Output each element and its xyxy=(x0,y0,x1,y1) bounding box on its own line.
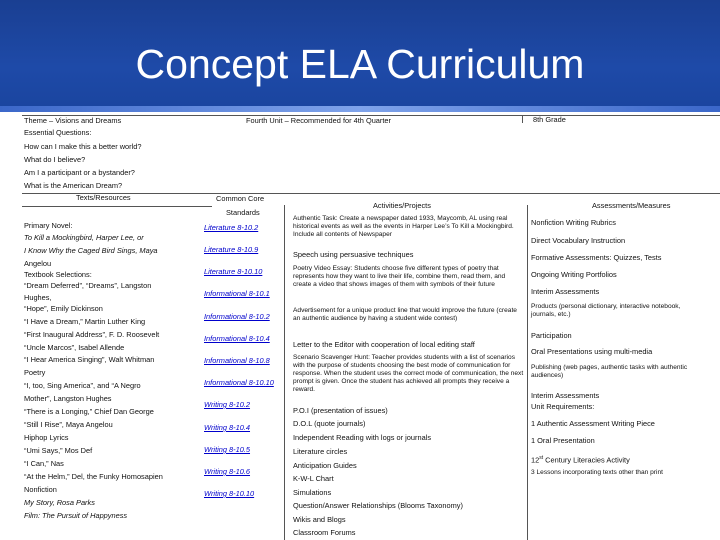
texts-item: “Hope”, Emily Dickinson xyxy=(24,304,103,313)
texts-item: “Uncle Marcos”, Isabel Allende xyxy=(24,343,125,352)
texts-item: My Story, Rosa Parks xyxy=(24,498,95,507)
slide-title: Concept ELA Curriculum xyxy=(135,41,585,87)
standard-link[interactable]: Literature 8-10.9 xyxy=(204,245,259,254)
essential-question: How can I make this a better world? xyxy=(24,142,142,151)
texts-item: “I Can,” Nas xyxy=(24,459,64,468)
slide-header xyxy=(0,0,720,112)
activity-item: D.O.L (quote journals) xyxy=(293,419,366,428)
activity-item: P.O.I (presentation of issues) xyxy=(293,406,388,415)
texts-item: Mother”, Langston Hughes xyxy=(24,394,112,403)
texts-item: Nonfiction xyxy=(24,485,57,494)
texts-item: Hughes, xyxy=(24,293,52,302)
standard-link[interactable]: Informational 8-10.8 xyxy=(204,356,270,365)
assessment-item: Products (personal dictionary, interactive notebook, journals, etc.) xyxy=(531,303,681,318)
standard-link[interactable]: Literature 8-10.10 xyxy=(204,267,263,276)
standard-link[interactable]: Informational 8-10.10 xyxy=(204,378,274,387)
assessment-item: 1 Authentic Assessment Writing Piece xyxy=(531,419,655,428)
column-divider xyxy=(284,205,285,540)
activity-item: Literature circles xyxy=(293,447,348,456)
activity-item: Wikis and Blogs xyxy=(293,515,346,524)
activity-item: K-W-L Chart xyxy=(293,474,334,483)
activity-item: Simulations xyxy=(293,488,332,497)
activity-item: Speech using persuasive techniques xyxy=(293,250,414,259)
activity-item: Classroom Forums xyxy=(293,528,356,537)
assessment-item: Oral Presentations using multi-media xyxy=(531,347,653,356)
essential-questions-heading: Essential Questions: xyxy=(24,128,92,137)
unit-label: Fourth Unit – Recommended for 4th Quarter xyxy=(246,116,392,125)
assessment-item: Ongoing Writing Portfolios xyxy=(531,270,617,279)
essential-question: What do I believe? xyxy=(24,155,86,164)
texts-column-header: Texts/Resources xyxy=(76,193,131,202)
texts-item: “I Have a Dream,” Martin Luther King xyxy=(24,317,146,326)
texts-item: “First Inaugural Address”, F. D. Roosevelt xyxy=(24,330,160,339)
activity-item: Advertisement for a unique product line that would improve the future (create an authentic audience by having a student wide contest) xyxy=(293,307,517,322)
essential-question: Am I a participant or a bystander? xyxy=(24,168,135,177)
assessment-item: 12st Century Literacies Activity xyxy=(531,455,630,465)
texts-item: Poetry xyxy=(24,368,46,377)
texts-item: “I Hear America Singing”, Walt Whitman xyxy=(24,355,155,364)
standard-link[interactable]: Writing 8-10.4 xyxy=(204,423,251,432)
standards-column-header: Standards xyxy=(226,208,260,217)
texts-item: “At the Helm,” Del, the Funky Homosapien xyxy=(24,472,163,481)
assessment-item: Unit Requirements: xyxy=(531,402,595,411)
assessment-item: Nonfiction Writing Rubrics xyxy=(531,218,616,227)
standard-link[interactable]: Writing 8-10.6 xyxy=(204,467,251,476)
assessments-column-header: Assessments/Measures xyxy=(592,201,671,210)
standard-link[interactable]: Informational 8-10.4 xyxy=(204,334,270,343)
activity-item: Question/Answer Relationships (Blooms Taxonomy) xyxy=(293,501,463,510)
assessment-item: Publishing (web pages, authentic tasks with authentic audiences) xyxy=(531,364,688,379)
standard-link[interactable]: Informational 8-10.2 xyxy=(204,312,270,321)
texts-item: Film: The Pursuit of Happyness xyxy=(24,511,128,520)
standard-link[interactable]: Writing 8-10.10 xyxy=(204,489,255,498)
activity-item: Authentic Task: Create a newspaper dated 1933, Maycomb, AL using real historical events as well as the events in Harper Lee’s To Kill a Mockingbird. Include all contents of Newspaper xyxy=(293,215,514,238)
curriculum-table xyxy=(22,112,720,540)
texts-item: “Still I Rise”, Maya Angelou xyxy=(24,420,113,429)
activities-column-header: Activities/Projects xyxy=(373,201,431,210)
texts-item: “Dream Deferred”, “Dreams”, Langston xyxy=(24,281,152,290)
standard-link[interactable]: Writing 8-10.5 xyxy=(204,445,251,454)
grade-label: 8th Grade xyxy=(533,115,566,124)
texts-item: Angelou xyxy=(24,259,52,268)
standards-column-header: Common Core xyxy=(216,194,265,203)
texts-item: Textbook Selections: xyxy=(24,270,92,279)
activity-item: Anticipation Guides xyxy=(293,461,357,470)
theme-label: Theme – Visions and Dreams xyxy=(24,116,122,125)
assessment-item: Formative Assessments: Quizzes, Tests xyxy=(531,253,662,262)
standard-link[interactable]: Informational 8-10.1 xyxy=(204,289,270,298)
texts-item: Hiphop Lyrics xyxy=(24,433,69,442)
activity-item: Poetry Video Essay: Students choose five different types of poetry that represents how they want to live their life, combine them, read them, and create a video that shows images of them with symbols of their future xyxy=(293,265,506,288)
column-divider xyxy=(522,115,523,123)
column-divider xyxy=(527,205,528,540)
assessment-item: 3 Lessons incorporating texts other than print xyxy=(531,469,663,476)
texts-item: To Kill a Mockingbird, Harper Lee, or xyxy=(24,233,144,242)
assessment-item: Direct Vocabulary Instruction xyxy=(531,236,626,245)
texts-item: “There is a Longing,” Chief Dan George xyxy=(24,407,154,416)
texts-item: “Umi Says,” Mos Def xyxy=(24,446,93,455)
texts-item: Primary Novel: xyxy=(24,221,73,230)
activity-item: Letter to the Editor with cooperation of local editing staff xyxy=(293,340,475,349)
assessment-item: 1 Oral Presentation xyxy=(531,436,595,445)
activity-item: Scenario Scavenger Hunt: Teacher provides students with a list of scenarios with the purpose of students choosing the best mode of communication for response. When the student uses the correct mode of communication, the next prompt is given. Once the student has achieved all prompts they receive a reward. xyxy=(293,354,524,393)
texts-item: I Know Why the Caged Bird Sings, Maya xyxy=(24,246,158,255)
activity-item: Independent Reading with logs or journals xyxy=(293,433,432,442)
texts-item: “I, too, Sing America”, and “A Negro xyxy=(24,381,141,390)
row-divider xyxy=(22,206,212,207)
assessment-item: Participation xyxy=(531,331,572,340)
standard-link[interactable]: Literature 8-10.2 xyxy=(204,223,259,232)
assessment-item: Interim Assessments xyxy=(531,391,600,400)
standard-link[interactable]: Writing 8-10.2 xyxy=(204,400,251,409)
essential-question: What is the American Dream? xyxy=(24,181,123,190)
assessment-item: Interim Assessments xyxy=(531,287,600,296)
